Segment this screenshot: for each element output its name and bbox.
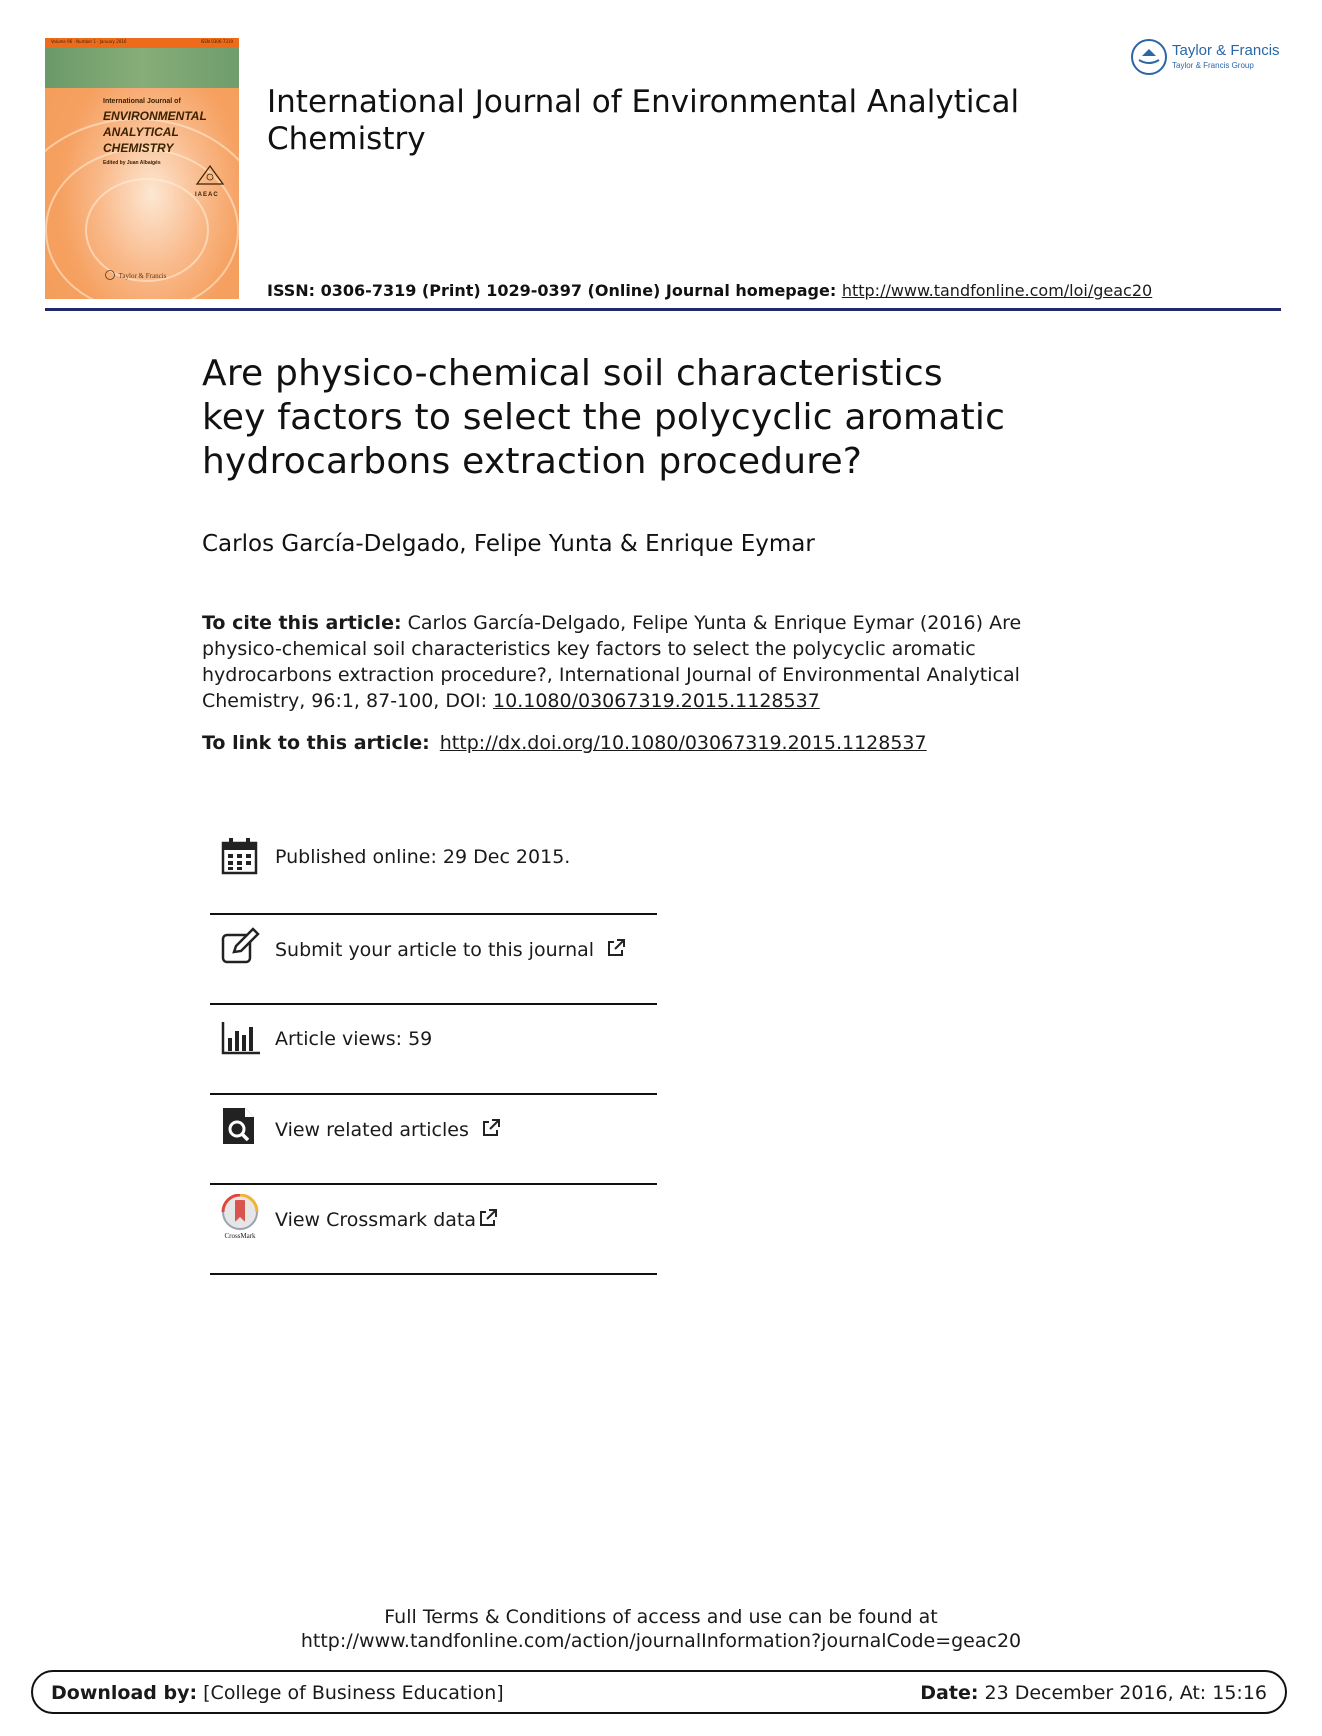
terms-line-1: Full Terms & Conditions of access and use can be found at (384, 1606, 938, 1628)
external-link-icon (481, 1118, 501, 1138)
download-date (920, 1682, 1267, 1704)
article-title-line: hydrocarbons extraction procedure? (202, 441, 863, 482)
divider (210, 1273, 657, 1275)
external-link-icon (478, 1208, 498, 1228)
submit-article-row[interactable] (210, 914, 657, 1004)
citation-block (202, 610, 1102, 714)
download-by (51, 1682, 504, 1704)
issn-line (267, 281, 1152, 300)
bar-chart-icon (220, 1018, 260, 1058)
crossmark-icon (218, 1194, 262, 1240)
download-info-box (31, 1670, 1287, 1714)
cover-issn-text: ISSN 0306-7319 (200, 39, 233, 44)
cover-editor: Edited by Juan Albaigés (103, 159, 161, 166)
cover-top-band (45, 38, 239, 48)
related-articles-link[interactable] (275, 1118, 501, 1141)
crossmark-link[interactable] (275, 1208, 498, 1231)
cover-title-line: CHEMISTRY (103, 141, 174, 156)
cover-publisher-logo (103, 270, 166, 280)
cite-label: To cite this article: (202, 612, 402, 634)
crossmark-caption: CrossMark (224, 1232, 256, 1240)
link-label: To link to this article: (202, 732, 430, 754)
document-search-icon (220, 1106, 260, 1146)
related-articles-label: View related articles (275, 1119, 469, 1141)
issn-label: ISSN: 0306-7319 (Print) 1029-0397 (Online) Journal homepage: (267, 281, 842, 300)
cover-badge: IAEAC (195, 192, 219, 198)
article-title-line: Are physico-chemical soil characteristics (202, 353, 943, 394)
download-label: Download by: (51, 1682, 198, 1704)
cite-text: Carlos García-Delgado, Felipe Yunta & Enrique Eymar (2016) Are physico-chemical soil characteristics key factors to select the polycyclic aromatic hydrocarbons extraction procedure?, International Journal of Environmental Analytical Chemistry, 96:1, 87-100, DOI: (202, 612, 1022, 712)
crossmark-label: View Crossmark data (275, 1209, 477, 1231)
crossmark-row[interactable] (210, 1184, 657, 1274)
article-title-line: key factors to select the polycyclic aromatic (202, 397, 1006, 438)
taylor-francis-logo-icon (1130, 38, 1168, 76)
terms-url[interactable]: http://www.tandfonline.com/action/journalInformation?journalCode=geac20 (300, 1630, 1022, 1652)
cover-title (103, 98, 233, 198)
iaeac-logo (195, 164, 225, 198)
published-online-row (210, 822, 657, 912)
published-date: Published online: 29 Dec 2015. (275, 846, 571, 868)
article-views: Article views: 59 (275, 1028, 433, 1050)
submit-article-label: Submit your article to this journal (275, 939, 595, 961)
cover-green-band (45, 48, 239, 88)
date-value: 23 December 2016, At: 15:16 (978, 1682, 1267, 1704)
article-views-row (210, 1004, 657, 1094)
journal-homepage-link[interactable]: http://www.tandfonline.com/loi/geac20 (841, 281, 1153, 300)
cover-publisher-text: Taylor & Francis (118, 272, 167, 280)
journal-title: International Journal of Environmental Analytical Chemistry (267, 84, 1020, 157)
cover-volume-text: Volume 96 · Number 1 · January 2016 (51, 39, 127, 44)
edit-icon (220, 926, 260, 966)
header-divider (45, 308, 1281, 311)
article-url-link[interactable]: http://dx.doi.org/10.1080/03067319.2015.1128537 (439, 732, 927, 754)
article-title (202, 352, 1102, 484)
submit-article-link[interactable] (275, 938, 626, 961)
publisher-name: Taylor & Francis (1172, 42, 1280, 59)
download-value: [College of Business Education] (197, 1682, 504, 1704)
calendar-icon (220, 836, 260, 876)
related-articles-row[interactable] (210, 1094, 657, 1184)
taylor-francis-logo[interactable] (1128, 38, 1288, 78)
article-link-line (202, 732, 927, 754)
publisher-group: Taylor & Francis Group (1172, 61, 1254, 70)
cover-title-line: ENVIRONMENTAL (103, 109, 207, 123)
date-label: Date: (920, 1682, 979, 1704)
journal-cover-image (45, 38, 239, 299)
cover-journal-small: International Journal of (103, 98, 181, 105)
doi-link[interactable]: 10.1080/03067319.2015.1128537 (493, 690, 820, 712)
cover-title-line: ANALYTICAL (103, 125, 179, 140)
article-authors: Carlos García-Delgado, Felipe Yunta & Enrique Eymar (202, 531, 815, 557)
external-link-icon (606, 938, 626, 958)
